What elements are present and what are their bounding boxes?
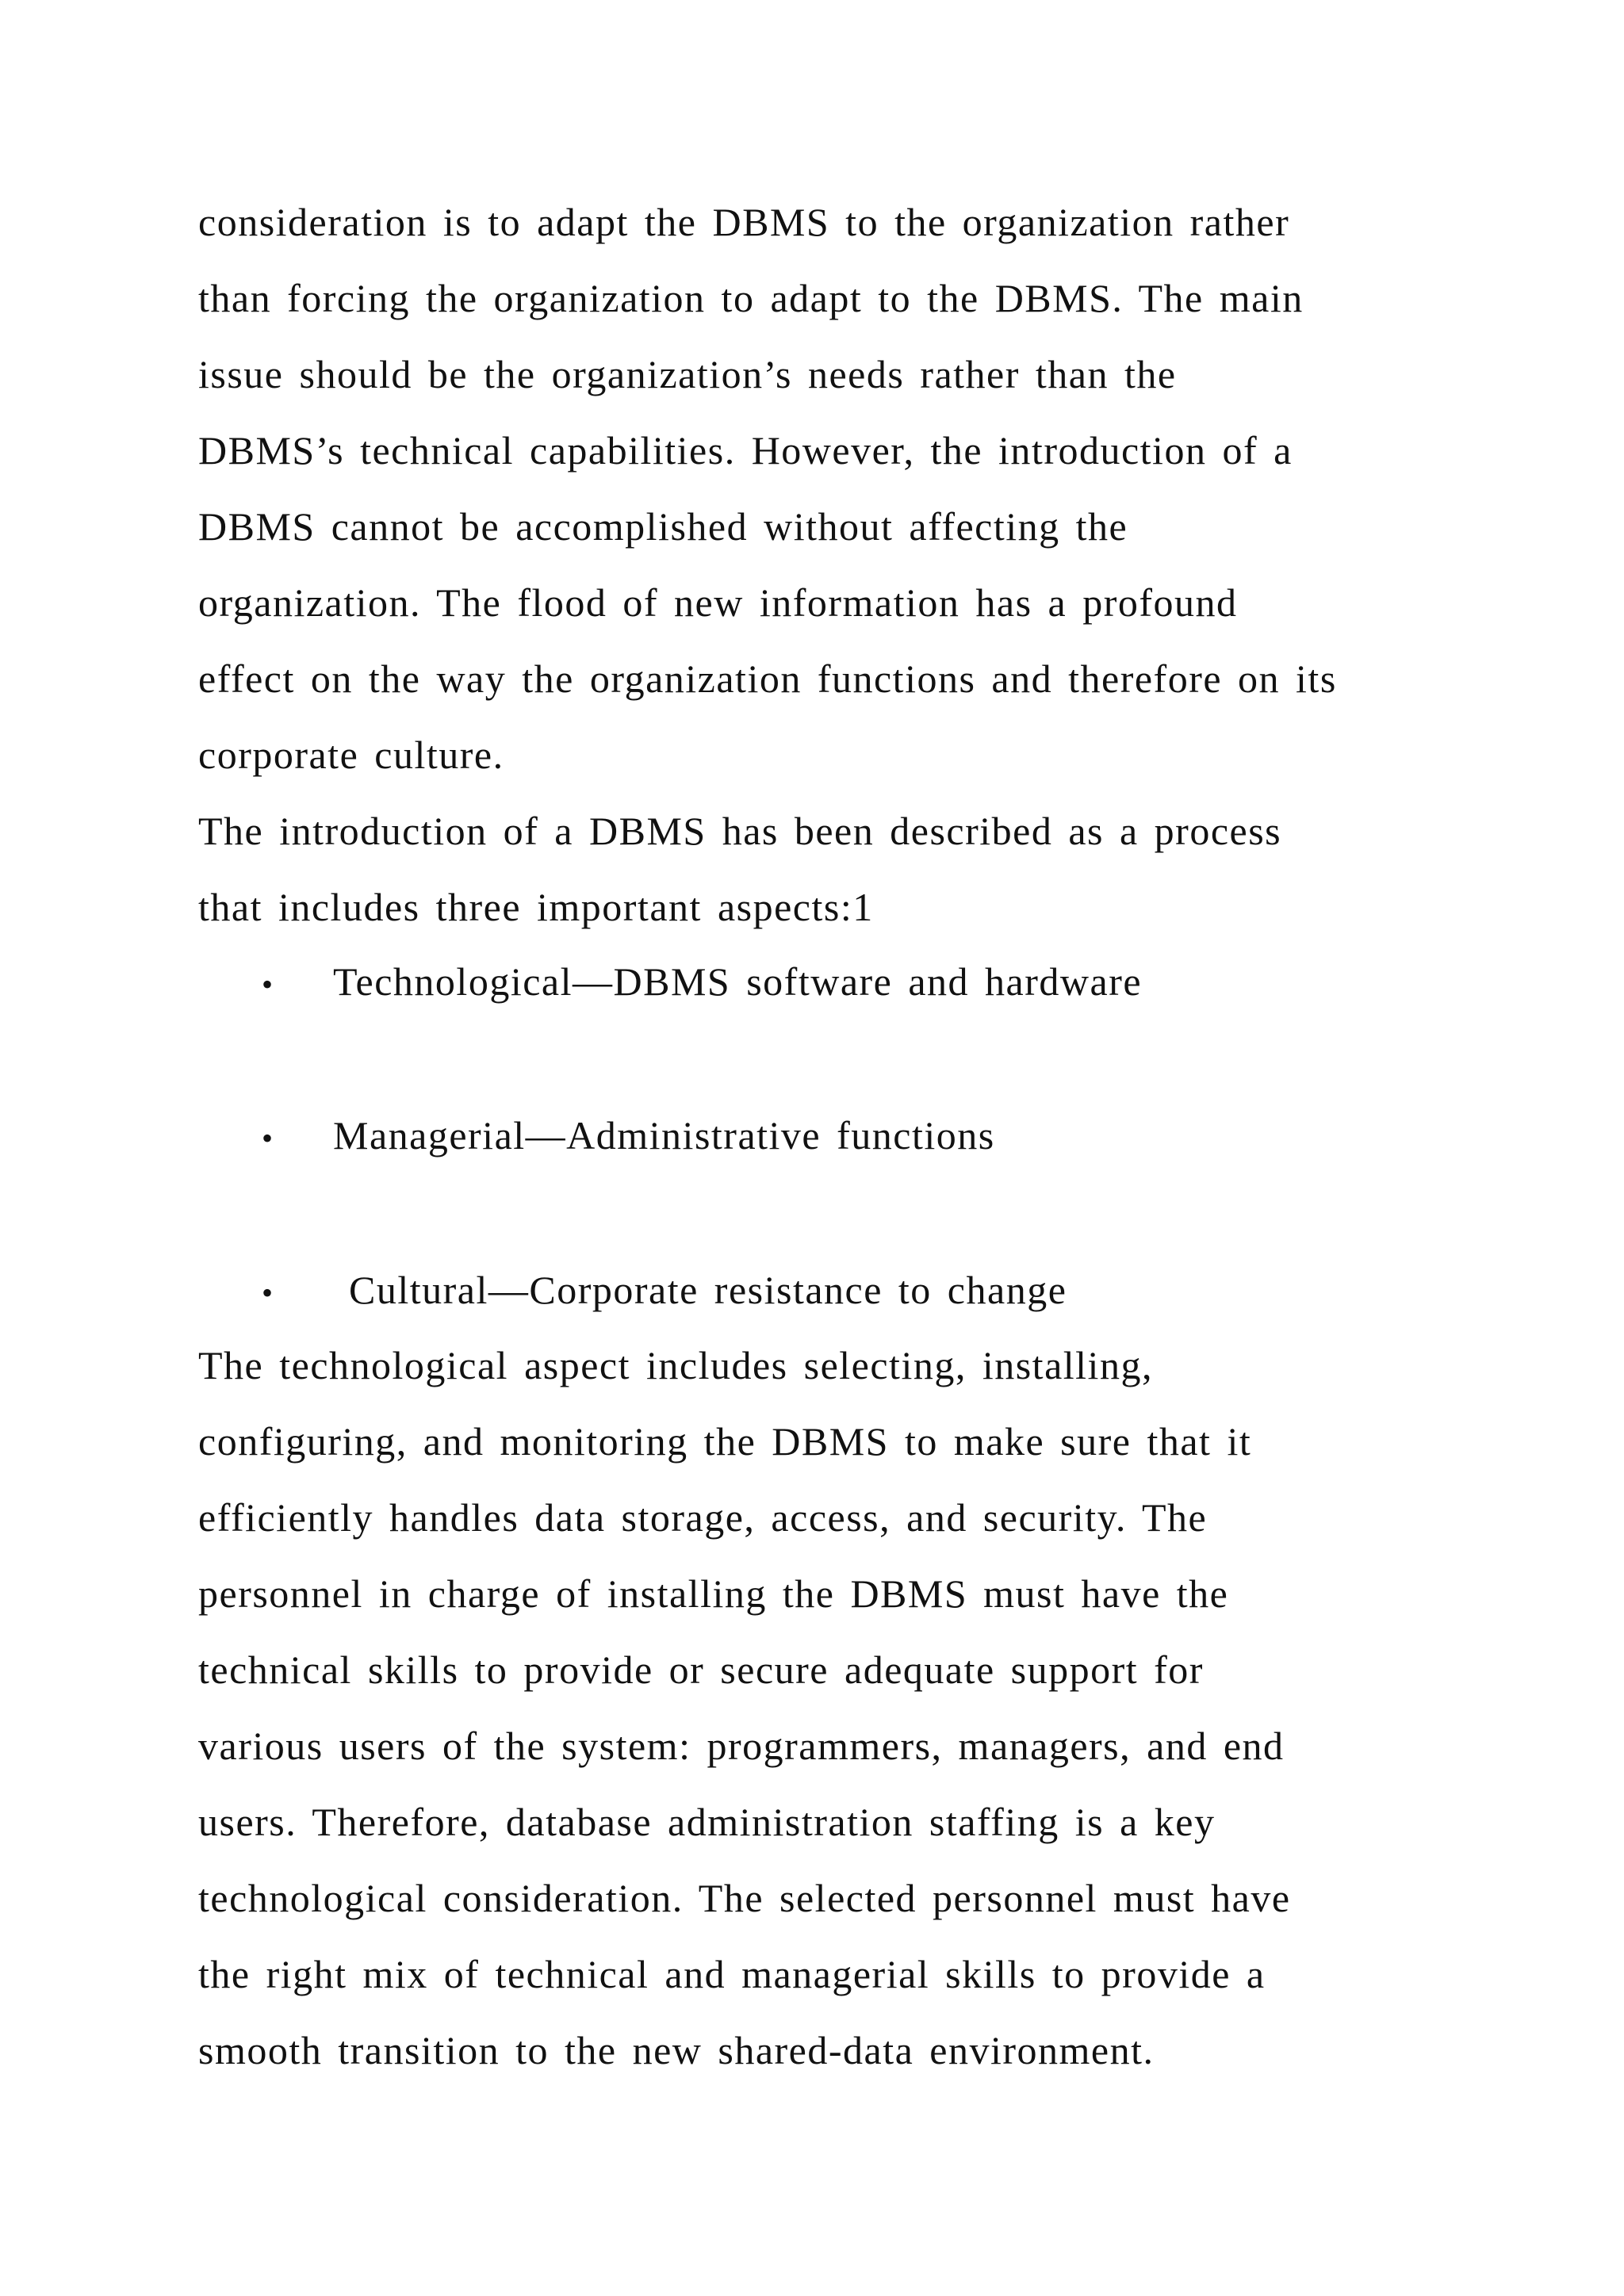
bullet-icon: • <box>262 966 274 1002</box>
bullet-text: Cultural—Corporate resistance to change <box>333 1268 1067 1312</box>
paragraph-1-line-7: effect on the way the organization functions and therefore on its <box>198 656 1337 701</box>
bullet-text: Managerial—Administrative functions <box>333 1113 995 1158</box>
paragraph-3-line-6: various users of the system: programmers, managers, and end <box>198 1724 1285 1768</box>
paragraph-1-line-4: DBMS’s technical capabilities. However, the introduction of a <box>198 428 1293 473</box>
paragraph-3-line-1: The technological aspect includes selecting, installing, <box>198 1343 1153 1387</box>
bullet-text: Technological—DBMS software and hardware <box>333 959 1143 1004</box>
paragraph-3-line-3: efficiently handles data storage, access, and security. The <box>198 1495 1208 1540</box>
paragraph-2-line-2: that includes three important aspects:1 <box>198 885 874 929</box>
paragraph-1-line-3: issue should be the organization’s needs rather than the <box>198 352 1177 396</box>
paragraph-3-line-10: smooth transition to the new shared-data environment. <box>198 2028 1155 2072</box>
paragraph-3-line-9: the right mix of technical and managerial skills to provide a <box>198 1952 1266 1996</box>
paragraph-3-line-2: configuring, and monitoring the DBMS to make sure that it <box>198 1419 1252 1464</box>
paragraph-1-line-5: DBMS cannot be accomplished without affecting the <box>198 504 1128 549</box>
bullet-icon: • <box>262 1120 274 1156</box>
paragraph-3-line-4: personnel in charge of installing the DBMS must have the <box>198 1571 1229 1616</box>
bullet-item-managerial <box>262 1112 995 1162</box>
bullet-icon: • <box>262 1275 274 1311</box>
paragraph-3-line-8: technological consideration. The selected personnel must have <box>198 1876 1291 1920</box>
paragraph-2-line-1: The introduction of a DBMS has been described as a process <box>198 809 1282 853</box>
paragraph-1-line-6: organization. The flood of new information has a profound <box>198 580 1238 625</box>
paragraph-1-line-8: corporate culture. <box>198 733 504 777</box>
paragraph-1-line-1: consideration is to adapt the DBMS to the organization rather <box>198 200 1290 244</box>
paragraph-1-line-2: than forcing the organization to adapt to the DBMS. The main <box>198 276 1304 320</box>
paragraph-3-line-5: technical skills to provide or secure adequate support for <box>198 1647 1204 1692</box>
bullet-item-technological <box>262 958 1142 1008</box>
bullet-item-cultural <box>262 1266 1067 1317</box>
paragraph-3-line-7: users. Therefore, database administration staffing is a key <box>198 1800 1216 1844</box>
